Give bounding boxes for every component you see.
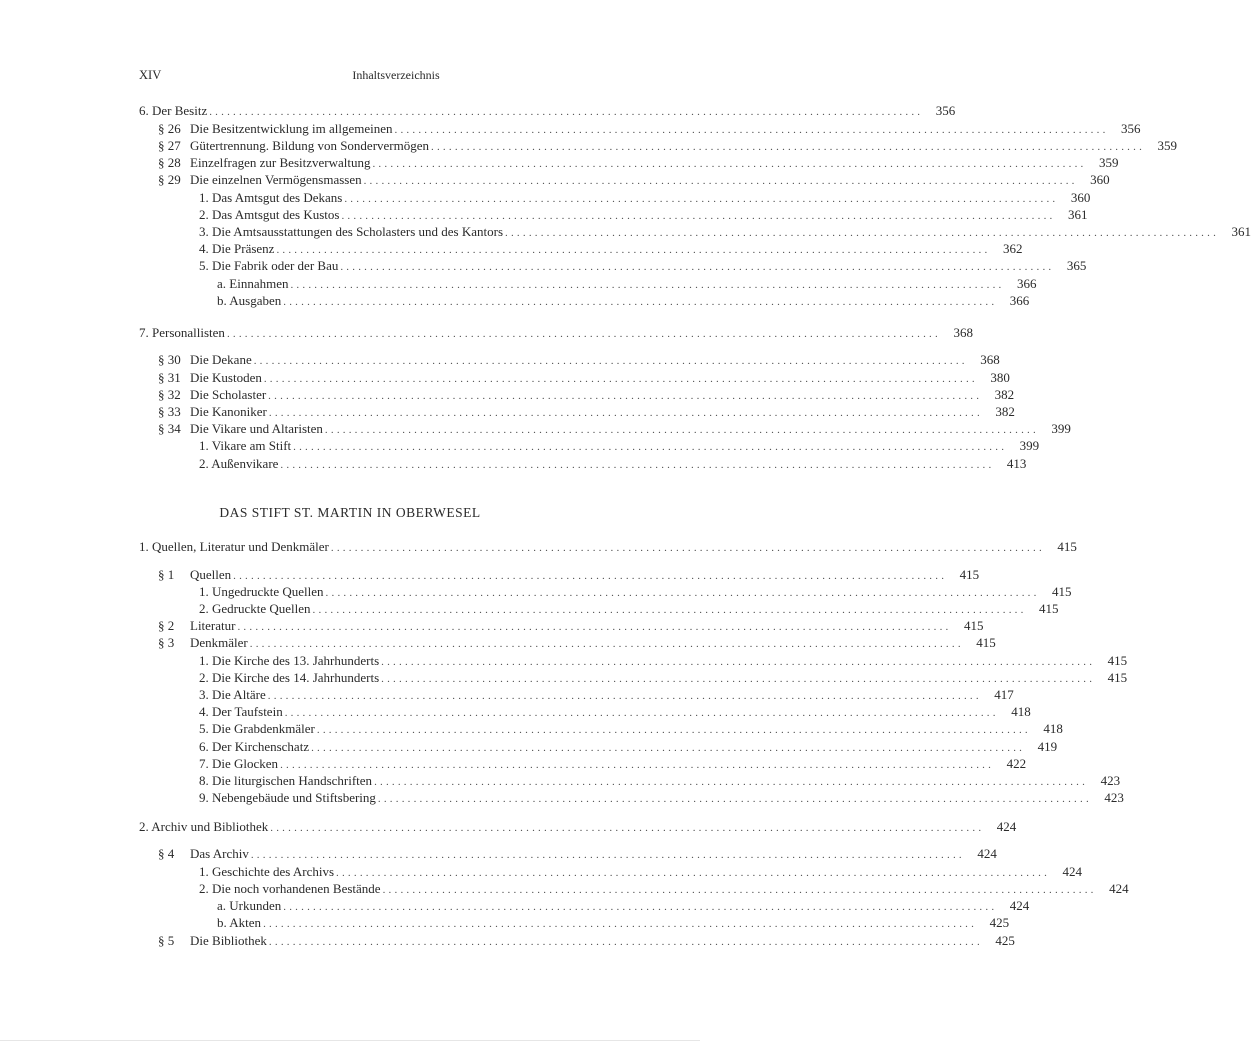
toc-page-number: 361: [1231, 224, 1251, 239]
toc-page-number: 424: [1109, 881, 1129, 896]
toc-entry-title: Denkmäler: [190, 635, 248, 650]
toc-entry-title: b. Ausgaben: [217, 293, 282, 308]
toc-entry-title: a. Urkunden: [217, 898, 282, 913]
dot-leader: ........................................................................................................................: [290, 279, 1005, 291]
toc-entry-title: Gütertrennung. Bildung von Sondervermögen: [190, 138, 430, 153]
toc-entry: [158, 386, 1015, 403]
dot-leader: ........................................................................................................................: [263, 373, 978, 385]
toc-entry-title: 9. Nebengebäude und Stiftsbering: [199, 790, 376, 805]
toc-section-number: § 26: [158, 121, 181, 136]
toc-entry-title: Die Bibliothek: [190, 933, 267, 948]
toc-page-number: 424: [996, 819, 1017, 834]
dot-leader: ........................................................................................................................: [382, 884, 1097, 896]
toc-entry-title: 2. Das Amtsgut des Kustos: [199, 207, 340, 222]
page-number: XIV: [139, 68, 162, 82]
toc-section-number: § 2: [158, 618, 175, 633]
toc-entry-title: 4. Der Taufstein: [199, 704, 283, 719]
toc-entry: [158, 932, 1015, 949]
toc-page-number: 382: [995, 404, 1015, 419]
toc-page-number: 366: [1009, 293, 1030, 308]
toc-entry: [199, 652, 1128, 669]
toc-section-number: § 32: [158, 387, 181, 402]
toc-section-number: § 28: [158, 155, 181, 170]
toc-page-number: 418: [1011, 704, 1031, 719]
toc-entry-title: Literatur: [190, 618, 236, 633]
dot-leader: ........................................................................................................................: [226, 328, 941, 340]
dot-leader: ........................................................................................................................: [263, 918, 978, 930]
toc-entry: [199, 738, 1058, 755]
toc-entry: [217, 292, 1030, 309]
toc-entry-title: Das Archiv: [190, 846, 249, 861]
dot-leader: ........................................................................................................................: [209, 106, 924, 118]
toc-page-number: 424: [1062, 864, 1083, 879]
toc-entry: [158, 845, 997, 862]
toc-entry: [158, 120, 1141, 137]
toc-entry: [199, 772, 1121, 789]
toc-entry-title: 5. Die Fabrik oder der Bau: [199, 258, 339, 273]
toc-page-number: 415: [1107, 653, 1128, 668]
toc-page-number: 365: [1066, 258, 1087, 273]
dot-leader: ........................................................................................................................: [344, 193, 1059, 205]
toc-page-number: 362: [1002, 241, 1023, 256]
toc-section-number: § 34: [158, 421, 181, 436]
toc-entry: [199, 789, 1124, 806]
toc-page-number: 418: [1043, 721, 1063, 736]
dot-leader: ........................................................................................................................: [270, 822, 985, 834]
toc-entry-title: 1. Vikare am Stift: [199, 438, 292, 453]
toc-page-number: 356: [1121, 121, 1141, 136]
toc-page-number: 423: [1100, 773, 1121, 788]
toc-entry: [158, 403, 1015, 420]
dot-leader: ........................................................................................................................: [233, 570, 948, 582]
toc-entry-title: 1. Quellen, Literatur und Denkmäler: [139, 539, 329, 554]
toc-entry-title: 6. Der Besitz: [139, 103, 208, 118]
toc-entry: [199, 189, 1091, 206]
toc-page-number: 368: [980, 352, 1000, 367]
toc-page-number: 415: [976, 635, 996, 650]
toc-entry-title: 2. Archiv und Bibliothek: [139, 819, 269, 834]
toc-entry: [158, 369, 1010, 386]
toc-page-number: 382: [994, 387, 1015, 402]
toc-page-number: 424: [977, 846, 997, 861]
toc-entry: [199, 455, 1027, 472]
toc-section-number: § 27: [158, 138, 181, 153]
toc-page-number: 415: [1107, 670, 1128, 685]
toc-entry: [158, 154, 1119, 171]
dot-leader: ........................................................................................................................: [505, 227, 1220, 239]
toc-page-number: 415: [1057, 539, 1077, 554]
toc-entry: [217, 897, 1030, 914]
toc-entry-title: Einzelfragen zur Besitzverwaltung: [190, 155, 371, 170]
toc-page-number: 419: [1037, 739, 1058, 754]
toc-entry: [199, 206, 1088, 223]
dot-leader: ........................................................................................................................: [381, 656, 1096, 668]
toc-page-number: 380: [990, 370, 1010, 385]
toc-entry: [217, 275, 1037, 292]
dot-leader: ........................................................................................................................: [394, 124, 1109, 136]
running-title: Inhaltsverzeichnis: [352, 68, 440, 82]
dot-leader: ........................................................................................................................: [249, 638, 964, 650]
dot-leader: ........................................................................................................................: [293, 441, 1008, 453]
toc-entry-title: 1. Das Amtsgut des Dekans: [199, 190, 343, 205]
toc-entry-title: 7. Personallisten: [139, 325, 225, 340]
toc-entry: [158, 617, 984, 634]
toc-section-number: § 31: [158, 370, 181, 385]
toc-entry: [199, 686, 1014, 703]
dot-leader: ........................................................................................................................: [377, 793, 1092, 805]
toc-entry: [139, 102, 956, 119]
toc-entry: [199, 755, 1027, 772]
toc-entry-title: 1. Ungedruckte Quellen: [199, 584, 324, 599]
toc-entry-title: 8. Die liturgischen Handschriften: [199, 773, 373, 788]
toc-entry: [199, 600, 1059, 617]
toc-page-number: 361: [1067, 207, 1088, 222]
dot-leader: ........................................................................................................................: [280, 459, 995, 471]
toc-page-number: 356: [935, 103, 956, 118]
page-edge-divider: [0, 1040, 700, 1041]
toc-entry: [199, 720, 1063, 737]
toc-page-number: 366: [1016, 276, 1037, 291]
dot-leader: ........................................................................................................................: [325, 587, 1040, 599]
toc-page-number: 415: [963, 618, 984, 633]
toc-entry-title: Die Besitzentwicklung im allgemeinen: [190, 121, 393, 136]
toc-entry: [158, 634, 996, 651]
dot-leader: ........................................................................................................................: [267, 690, 982, 702]
toc-entry: [139, 324, 973, 341]
toc-entry: [199, 863, 1083, 880]
toc-page-number: 359: [1098, 155, 1119, 170]
toc-entry-title: Die einzelnen Vermögensmassen: [190, 172, 362, 187]
toc-page-number: 424: [1009, 898, 1030, 913]
dot-leader: ........................................................................................................................: [316, 724, 1031, 736]
toc-entry-title: 2. Gedruckte Quellen: [199, 601, 311, 616]
toc-entry-title: Die Dekane: [190, 352, 252, 367]
dot-leader: ........................................................................................................................: [283, 296, 998, 308]
toc-entry: [139, 818, 1017, 835]
toc-page-number: 413: [1006, 456, 1027, 471]
toc-section-number: § 33: [158, 404, 181, 419]
toc-entry-title: Die Kustoden: [190, 370, 262, 385]
dot-leader: ........................................................................................................................: [312, 604, 1027, 616]
toc-section-number: § 1: [158, 567, 175, 582]
toc-page-number: 360: [1090, 172, 1110, 187]
toc-page-number: 417: [994, 687, 1014, 702]
toc-entry-title: Die Vikare und Altaristen: [190, 421, 323, 436]
dot-leader: ........................................................................................................................: [340, 261, 1055, 273]
toc-section-number: § 30: [158, 352, 181, 367]
dot-leader: ........................................................................................................................: [237, 621, 952, 633]
toc-entry: [199, 583, 1072, 600]
dot-leader: ........................................................................................................................: [250, 849, 965, 861]
dot-leader: ........................................................................................................................: [381, 673, 1096, 685]
toc-entry-title: 6. Der Kirchenschatz: [199, 739, 310, 754]
toc-entry-title: Die Scholaster: [190, 387, 267, 402]
toc-section-number: § 4: [158, 846, 175, 861]
toc-entry: [199, 437, 1040, 454]
toc-entry: [158, 351, 1000, 368]
dot-leader: ........................................................................................................................: [268, 407, 983, 419]
toc-entry: [139, 538, 1077, 555]
toc-entry-title: 1. Die Kirche des 13. Jahrhunderts: [199, 653, 380, 668]
toc-entry-title: 3. Die Amtsausstattungen des Scholasters und des Kantors: [199, 224, 504, 239]
toc-entry: [199, 240, 1023, 257]
section-heading: DAS STIFT ST. MARTIN IN OBERWESEL: [219, 505, 481, 520]
dot-leader: ........................................................................................................................: [374, 776, 1089, 788]
toc-entry: [158, 420, 1071, 437]
toc-section-number: § 3: [158, 635, 175, 650]
dot-leader: ........................................................................................................................: [253, 355, 968, 367]
dot-leader: ........................................................................................................................: [276, 244, 991, 256]
dot-leader: ........................................................................................................................: [283, 901, 998, 913]
toc-entry: [199, 223, 1251, 240]
toc-page-number: 399: [1019, 438, 1040, 453]
toc-entry-title: 2. Die Kirche des 14. Jahrhunderts: [199, 670, 380, 685]
dot-leader: ........................................................................................................................: [336, 867, 1051, 879]
toc-page-number: 423: [1104, 790, 1124, 805]
dot-leader: ........................................................................................................................: [431, 141, 1146, 153]
toc-page-number: 415: [959, 567, 980, 582]
toc-entry-title: 1. Geschichte des Archivs: [199, 864, 335, 879]
toc-entry: [158, 137, 1178, 154]
toc-entry-title: 5. Die Grabdenkmäler: [199, 721, 315, 736]
dot-leader: ........................................................................................................................: [324, 424, 1039, 436]
toc-entry-title: a. Einnahmen: [217, 276, 289, 291]
toc-page-number: 368: [953, 325, 973, 340]
toc-entry-title: 7. Die Glocken: [199, 756, 279, 771]
toc-section-number: § 5: [158, 933, 175, 948]
dot-leader: ........................................................................................................................: [363, 175, 1078, 187]
toc-entry: [158, 566, 980, 583]
toc-page-number: 422: [1006, 756, 1027, 771]
dot-leader: ........................................................................................................................: [284, 707, 999, 719]
toc-section-number: § 29: [158, 172, 181, 187]
dot-leader: ........................................................................................................................: [268, 936, 983, 948]
toc-entry: [217, 914, 1010, 931]
dot-leader: ........................................................................................................................: [311, 742, 1026, 754]
toc-page-number: 425: [989, 915, 1010, 930]
toc-page-number: 415: [1039, 601, 1059, 616]
toc-entry: [199, 703, 1031, 720]
toc-page-number: 399: [1051, 421, 1071, 436]
toc-entry: [199, 880, 1129, 897]
dot-leader: ........................................................................................................................: [341, 210, 1056, 222]
toc-page-number: 359: [1157, 138, 1178, 153]
toc-page-number: 415: [1052, 584, 1072, 599]
toc-entry-title: 2. Außenvikare: [199, 456, 279, 471]
toc-page-number: 425: [995, 933, 1015, 948]
toc-entry-title: 2. Die noch vorhandenen Bestände: [199, 881, 381, 896]
toc-entry: [199, 669, 1128, 686]
toc-entry: [158, 171, 1110, 188]
toc-entry: [199, 257, 1087, 274]
toc-entry-title: Quellen: [190, 567, 232, 582]
running-head: [139, 68, 653, 84]
dot-leader: ........................................................................................................................: [330, 542, 1045, 554]
dot-leader: ........................................................................................................................: [280, 759, 995, 771]
toc-entry-title: 3. Die Altäre: [199, 687, 266, 702]
toc-page-number: 360: [1070, 190, 1091, 205]
toc-entry-title: Die Kanoniker: [190, 404, 267, 419]
toc-entry-title: 4. Die Präsenz: [199, 241, 275, 256]
dot-leader: ........................................................................................................................: [372, 158, 1087, 170]
toc-entry-title: b. Akten: [217, 915, 262, 930]
dot-leader: ........................................................................................................................: [268, 390, 983, 402]
